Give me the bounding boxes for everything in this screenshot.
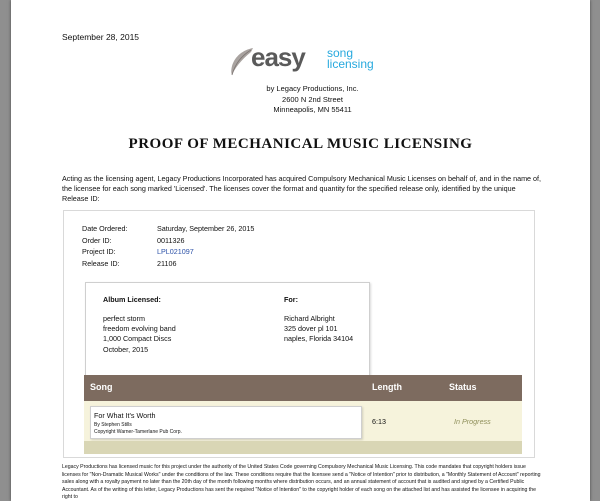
logo-easy: easy — [251, 42, 305, 72]
company-address — [11, 84, 590, 116]
easysong-logo — [229, 44, 379, 80]
table-footer-bar — [84, 441, 522, 454]
document-title: PROOF OF MECHANICAL MUSIC LICENSING — [128, 136, 473, 152]
table-row — [84, 401, 522, 441]
order-id-value: 0011326 — [157, 235, 185, 245]
album-line: October, 2015 — [103, 344, 149, 354]
for-line: naples, Florida 34104 — [284, 334, 354, 344]
col-song: Song — [90, 382, 113, 392]
col-status: Status — [449, 382, 477, 392]
album-line: perfect storm — [103, 314, 145, 323]
album-line: 1,000 Compact Discs — [103, 334, 172, 344]
col-length: Length — [372, 382, 402, 392]
album-heading: Album Licensed: — [103, 295, 161, 304]
release-id-value: 21106 — [157, 258, 177, 268]
for-heading: For: — [284, 295, 298, 304]
letter-date: September 28, 2015 — [62, 32, 140, 42]
legal-paragraph: Legacy Productions has licensed music for this project under the authority of the United States Code governing Compulsory Mechanical Music Licensing. This code mandates that copyright holders issue licenses for "Non-Dramatic Musical Works" under the conditions of the law. These conditions require that the licensee send a "Notice of Intention" prior to distribution, a "Monthly Statement of Account" reporting sales along with a royalty payment no later than the 20th day of the month following months where distribution occurs, and an annual statement of account that is audited and signed by a Certified Public Accountant. As of the writing of this letter, Legacy Productions has sent the required "Notice of Intention" to the copyright holder of each song on the attached list and has assisted the licensee in acquiring the right to — [62, 464, 541, 501]
song-cell — [90, 406, 362, 439]
address-line: by Legacy Productions, Inc. — [266, 84, 359, 93]
for-line: Richard Albright — [284, 314, 335, 323]
album-line: freedom evolving band — [103, 324, 176, 334]
album-for-card — [85, 282, 370, 382]
date-ordered-value: Saturday, September 26, 2015 — [157, 224, 255, 233]
intro-paragraph: Acting as the licensing agent, Legacy Productions Incorporated has acquired Compulsory Mechanical Music Licenses on behalf of, and in the name of, the licensee for each song marked 'Licensed'. The licenses cover the format and quantity for the specified release only, identified by the unique Release ID: — [62, 174, 542, 204]
song-table-header — [84, 375, 522, 401]
song-writer: By Stephen Stills — [94, 422, 132, 428]
order-info — [82, 223, 254, 269]
info-label: Project ID: — [82, 247, 116, 257]
document-page — [11, 0, 590, 501]
song-credits — [94, 422, 182, 435]
project-id-link[interactable]: LPL021097 — [157, 247, 194, 257]
license-box — [63, 210, 535, 458]
logo-licensing: licensing — [327, 57, 374, 71]
song-title: For What It's Worth — [94, 411, 156, 420]
info-label: Order ID: — [82, 235, 112, 245]
address-line: Minneapolis, MN 55411 — [273, 105, 352, 114]
song-length: 6:13 — [372, 417, 386, 426]
address-line: 2600 N 2nd Street — [282, 94, 343, 104]
album-details — [103, 314, 176, 355]
song-copyright: Copyright Warner-Tamerlane Pub Corp. — [94, 428, 182, 435]
logo-song: song — [327, 46, 354, 60]
info-label: Release ID: — [82, 258, 120, 268]
status-badge: In Progress — [454, 417, 491, 426]
info-label: Date Ordered: — [82, 224, 128, 233]
for-line: 325 dover pl 101 — [284, 324, 338, 334]
for-details — [284, 314, 353, 345]
